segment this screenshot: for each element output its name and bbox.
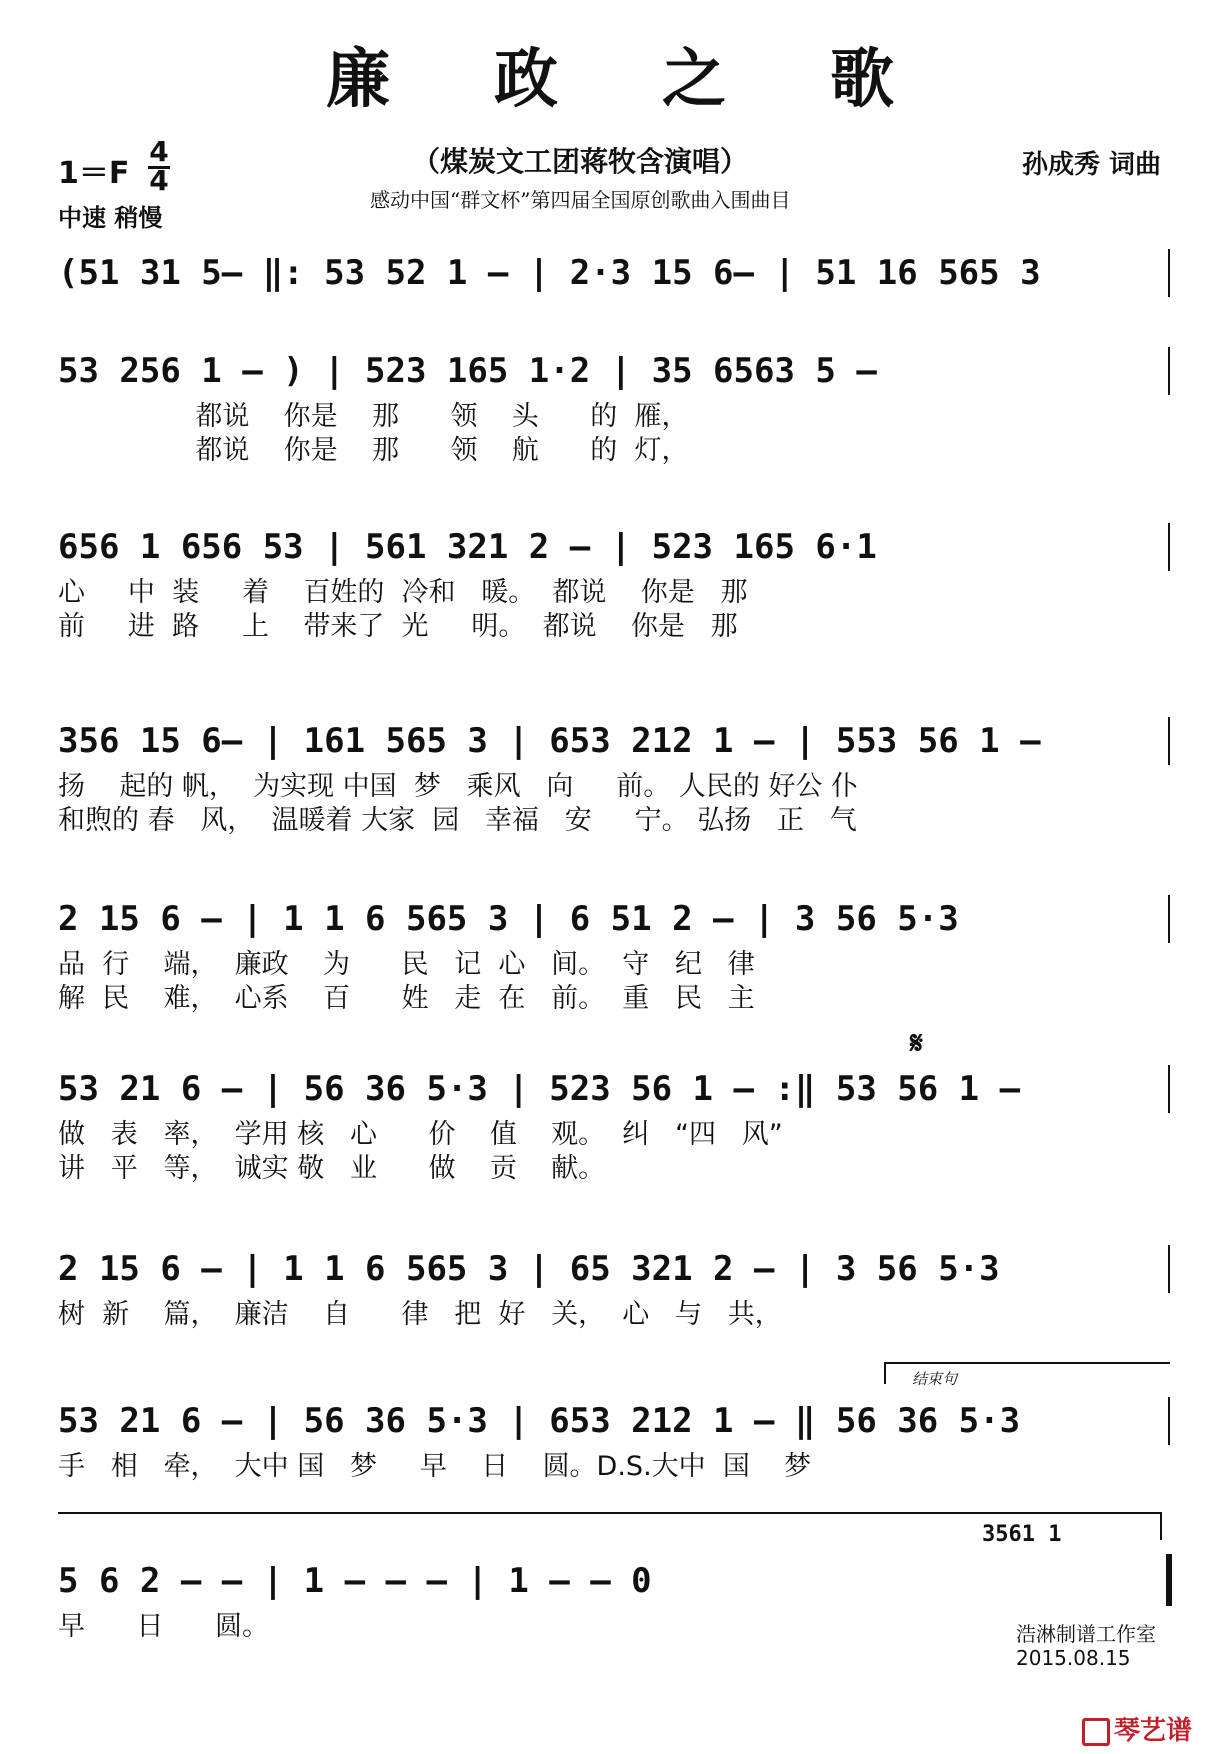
logo-text: 琴艺谱 bbox=[1114, 1716, 1193, 1746]
key-signature: 1＝F bbox=[58, 156, 130, 191]
score-system-3 bbox=[58, 518, 1170, 644]
notes: 53 256 1 – ) | 523 165 1·2 | 35 6563 5 – bbox=[58, 351, 877, 391]
lyric-verse-1: 扬 起的 帆， 为实现 中国 梦 乘风 向 前。 人民的 好公 仆 bbox=[58, 771, 858, 802]
score-system-8 bbox=[58, 1392, 1170, 1484]
studio-credit: 浩淋制谱工作室 bbox=[1016, 1622, 1156, 1646]
lyric-verse-2: 讲 平 等， 诚实 敬 业 做 贡 献。 bbox=[58, 1153, 606, 1184]
title-char: 之 bbox=[662, 43, 726, 117]
time-signature bbox=[148, 135, 170, 197]
score-system-5 bbox=[58, 890, 1170, 1016]
title-char: 廉 bbox=[326, 43, 390, 117]
lyric-verse-1: 心 中 装 着 百姓的 冷和 暖。 都说 你是 那 bbox=[58, 577, 748, 608]
notes: 53 21 6 – | 56 36 5·3 | 523 56 1 – :‖ 53 56 1 – bbox=[58, 1069, 1021, 1109]
title-char: 政 bbox=[494, 43, 558, 117]
score-date: 2015.08.15 bbox=[1016, 1646, 1131, 1670]
tempo-marking: 中速 稍慢 bbox=[58, 204, 163, 232]
segno-sign: 𝄋 bbox=[910, 1026, 923, 1061]
author: 孙成秀 词曲 bbox=[1022, 150, 1162, 180]
performer: （煤炭文工团蒋牧含演唱） bbox=[412, 145, 749, 178]
song-title bbox=[0, 28, 1220, 120]
site-logo bbox=[1082, 1710, 1192, 1747]
time-bottom: 4 bbox=[149, 164, 169, 197]
lyric-verse-1: 树 新 篇， 廉洁 自 律 把 好 关， 心 与 共， bbox=[58, 1299, 782, 1330]
notes: (51 31 5– ‖: 53 52 1 – | 2·3 15 6– | 51 16 565 3 bbox=[58, 253, 1041, 293]
contest-note: 感动中国“群文杯”第四届全国原创歌曲入围曲目 bbox=[370, 188, 791, 212]
score-system-6 bbox=[58, 1026, 1170, 1186]
notes: 53 21 6 – | 56 36 5·3 | 653 212 1 – ‖ 56 36 5·3 bbox=[58, 1401, 1021, 1441]
lyric-verse-2: 前 进 路 上 带来了 光 明。 都说 你是 那 bbox=[58, 611, 738, 642]
lyric-verse-2: 都说 你是 那 领 航 的 灯， bbox=[58, 435, 689, 466]
score-system-1 bbox=[58, 244, 1170, 302]
notes: 5 6 2 – – | 1 – – – | 1 – – 0 bbox=[58, 1561, 652, 1601]
time-top: 4 bbox=[149, 135, 169, 168]
score-system-4 bbox=[58, 712, 1170, 838]
lyric-verse-1: 早 日 圆。 bbox=[58, 1611, 269, 1642]
lyric-verse-1: 品 行 端， 廉政 为 民 记 心 间。 守 纪 律 bbox=[58, 949, 755, 980]
lyric-verse-1: 手 相 牵， 大中 国 梦 早 日 圆。D.S.大中 国 梦 bbox=[58, 1451, 812, 1482]
notes: 356 15 6– | 161 565 3 | 653 212 1 – | 553 56 1 – bbox=[58, 721, 1041, 761]
lyric-verse-1: 做 表 率， 学用 核 心 价 值 观。 纠 “四 风” bbox=[58, 1119, 783, 1150]
title-char: 歌 bbox=[830, 43, 894, 117]
notes: 2 15 6 – | 1 1 6 565 3 | 6 51 2 – | 3 56 5·3 bbox=[58, 899, 959, 939]
ending-label: 结束句 bbox=[912, 1370, 958, 1388]
notes: 656 1 656 53 | 561 321 2 – | 523 165 6·1 bbox=[58, 527, 877, 567]
lyric-verse-2: 解 民 难， 心系 百 姓 走 在 前。 重 民 主 bbox=[58, 983, 755, 1014]
lyric-verse-2: 和煦的 春 风， 温暖着 大家 园 幸福 安 宁。 弘扬 正 气 bbox=[58, 805, 857, 836]
coda-alternative: 3561 1 bbox=[982, 1522, 1062, 1547]
notes: 2 15 6 – | 1 1 6 565 3 | 65 321 2 – | 3 56 5·3 bbox=[58, 1249, 1000, 1289]
lyric-verse-1: 都说 你是 那 领 头 的 雁， bbox=[58, 401, 689, 432]
logo-icon bbox=[1082, 1718, 1110, 1746]
score-system-9 bbox=[58, 1522, 1170, 1644]
score-system-7 bbox=[58, 1240, 1170, 1332]
score-system-2 bbox=[58, 342, 1170, 468]
